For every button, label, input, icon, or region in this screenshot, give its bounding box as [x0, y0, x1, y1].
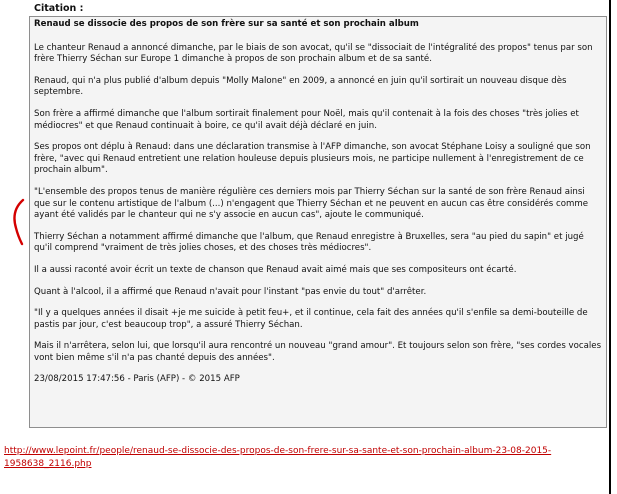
article-paragraph: Thierry Séchan a notamment affirmé dimanche que l'album, que Renaud enregistre à Bruxelles, sera "au pied du sapin" et jugé qu'il comprend "vraiment de très jolies choses, et des choses très médiocres".: [34, 231, 584, 254]
article-title: Renaud se dissocie des propos de son frère sur sa santé et son prochain album: [34, 19, 419, 29]
red-bracket-mark: [12, 198, 26, 246]
article-paragraph: Il a aussi raconté avoir écrit un texte de chanson que Renaud avait aimé mais que ses compositeurs ont écarté.: [34, 264, 517, 275]
article-paragraph: Mais il n'arrêtera, selon lui, que lorsqu'il aura rencontré un nouveau "grand amour". Et toujours selon son frère, "ses cordes vocales vont bien même s'il n'a pas chanté depuis des années".: [34, 341, 602, 363]
top-strip: [0, 0, 617, 8]
article-paragraph: Ses propos ont déplu à Renaud: dans une déclaration transmise à l'AFP dimanche, son avocat Stéphane Loisy a souligné que son frère, "avec qui Renaud entretient une relation houleuse depuis plusieurs mois, ne participe nullement à l'enregistrement de ce prochain album".: [34, 142, 591, 176]
article-paragraph: Renaud, qui n'a plus publié d'album depuis "Molly Malone" en 2009, a annoncé en juin qu'il sortirait un nouveau disque dès septembre.: [34, 75, 567, 98]
article-paragraph: Le chanteur Renaud a annoncé dimanche, par le biais de son avocat, qu'il se "dissociait de l'intégralité des propos" tenus par son frère Thierry Séchan sur Europe 1 dimanche à propos de son prochain album et de sa santé.: [34, 42, 593, 65]
quote-box: [29, 16, 607, 428]
article-byline: 23/08/2015 17:47:56 - Paris (AFP) - © 2015 AFP: [34, 374, 240, 385]
article-paragraph: Son frère a affirmé dimanche que l'album sortirait finalement pour Noël, mais qu'il contenait à la fois des choses "très jolies et médiocres" et que Renaud continuait à boire, ce qu'il avait déjà déclaré en juin.: [34, 108, 579, 131]
source-link[interactable]: http://www.lepoint.fr/people/renaud-se-dissocie-des-propos-de-son-frere-sur-sa-sante-et-son-prochain-album-23-08-2015-1958638_2116.php: [4, 446, 552, 469]
article-paragraph: Quant à l'alcool, il a affirmé que Renaud n'avait pour l'instant "pas envie du tout" d'arrêter.: [34, 286, 427, 297]
article-paragraph: "Il y a quelques années il disait +je me suicide à petit feu+, et il continue, cela fait des années qu'il s'enfile sa demi-bouteille de pastis par jour, c'est beaucoup trop", a assuré Thierry Séchan.: [34, 308, 588, 330]
article-paragraph-highlighted: "L'ensemble des propos tenus de manière régulière ces derniers mois par Thierry Séchan sur la santé de son frère Renaud ainsi que sur le contenu artistique de l'album (...) n'engagent que Thierry Séchan et ne peuvent en aucun cas être considérés comme ayant été validés par le chanteur qui ne s'y associe en aucun cas", ajoute le communiqué.: [34, 186, 588, 221]
window-edge: [609, 0, 611, 494]
citation-label: Citation :: [34, 3, 84, 14]
